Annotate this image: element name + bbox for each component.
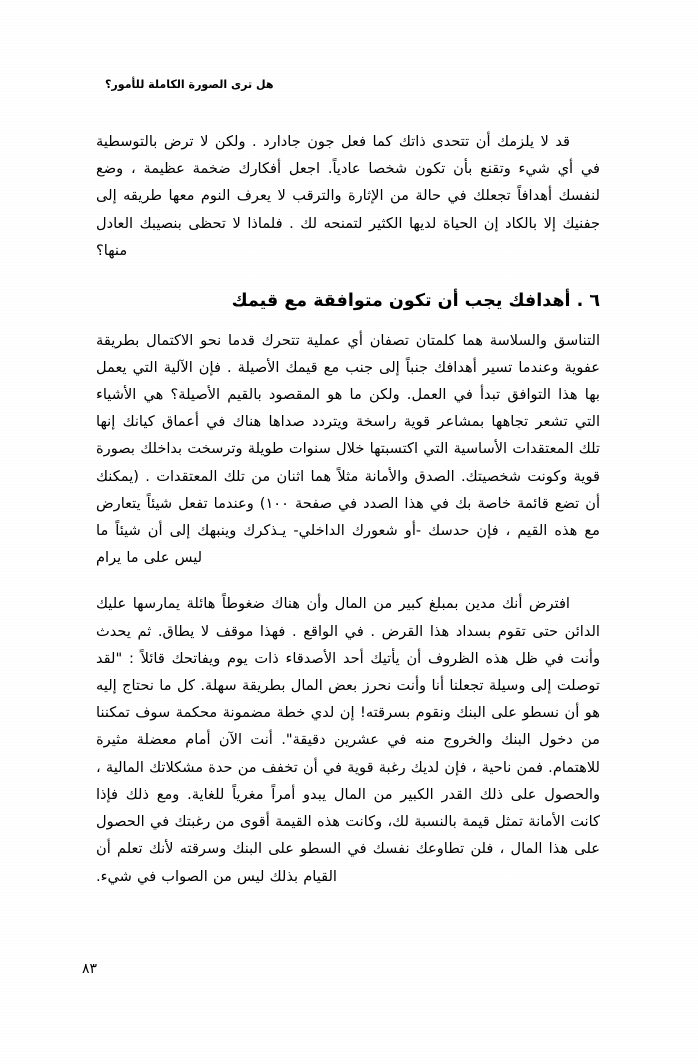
- section-heading-6: ٦ . أهدافك يجب أن تكون متوافقة مع قيمك: [231, 291, 600, 312]
- paragraph-intro: قد لا يلزمك أن تتحدى ذاتك كما فعل جون جادارد . ولكن لا ترض بالتوسطية في أي شيء وتقنع بأن تكون شخصا عادياً. اجعل أفكارك ضخمة عظيمة ، وضع لنفسك أهدافاً تجعلك في حالة من الإثارة والترقب لا يعرف النوم معها طريقه إلى جفنيك إلا بالكاد إن الحياة لديها الكثير لتمنحه لك . فلماذا لا تحظى بنصيبك العادل منها؟: [96, 133, 600, 259]
- running-head-text: هل ترى الصورة الكاملة للأمور؟: [105, 77, 274, 91]
- page-number: ٨٣: [82, 961, 98, 977]
- paragraph-bank-dilemma: افترض أنك مدين بمبلغ كبير من المال وأن هناك ضغوطاً هائلة يمارسها عليك الدائن حتى تقوم بسداد هذا القرض . في الواقع . فهذا موقف لا يطاق. ثم يحدث وأنت في ظل هذه الظروف أن يأتيك أحد الأصدقاء ذات يوم ويفاتحك قائلاً : "لقد توصلت إلى وسيلة تجعلنا أنا وأنت نحرز بعض المال بطريقة سهلة. كل ما نحتاج إليه هو أن نسطو على البنك ونقوم بسرقته! إن لدي خطة مضمونة محكمة سوف تمكننا من دخول البنك والخروج منه في عشرين دقيقة". أنت الآن أمام معضلة مثيرة للاهتمام. فمن ناحية ، فإن لديك رغبة قوية في أن تخفف من حدة مشكلاتك المالية ، والحصول على ذلك القدر الكبير من المال يبدو أمراً مغرياً للغاية. ومع ذلك فإذا كانت الأمانة تمثل قيمة بالنسبة لك، وكانت هذه القيمة أقوى من رغبتك في الحصول على هذا المال ، فلن تطاوعك نفسك في السطو على البنك وسرقته لأنك تعلم أن القيام بذلك ليس من الصواب في شيء.: [96, 595, 600, 885]
- paragraph-values-alignment: التناسق والسلاسة هما كلمتان تصفان أي عملية تتحرك قدما نحو الاكتمال بطريقة عفوية وعندما تسير أهدافك جنباً إلى جنب مع قيمك الأصيلة . فإن الآلية التي يعمل بها هذا التوافق تبدأ في العمل. ولكن ما هو المقصود بالقيم الأصيلة؟ هي الأشياء التي تشعر تجاهها بمشاعر قوية راسخة ويتردد صداها هناك في أعماق كيانك إنها تلك المعتقدات الأساسية التي اكتسبتها خلال سنوات طويلة وترسخت بداخلك بصورة قوية وكونت شخصيتك. الصدق والأمانة مثلاً هما اثنان من تلك المعتقدات . (يمكنك أن تضع قائمة خاصة بك في هذا الصدد في صفحة ١٠٠) وعندما تفعل شيئاً يتعارض مع هذه القيم ، فإن حدسك -أو شعورك الداخلي- يـذكرك وينبهك إلى أن شيئاً ما ليس على ما يرام: [96, 331, 600, 567]
- running-head: [98, 78, 600, 92]
- text-column: [96, 128, 600, 890]
